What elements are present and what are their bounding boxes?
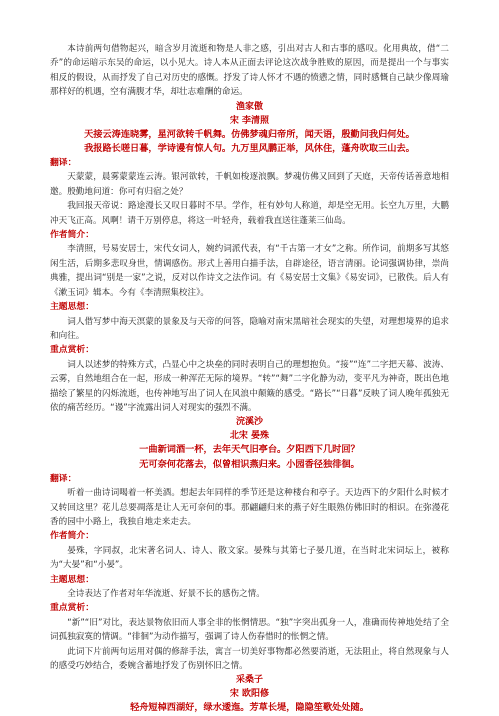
- translation-label: 翻译：: [50, 473, 77, 484]
- translation-paragraph: 听着一曲诗词喝着一杯美酒。想起去年同样的季节还是这种楼台和亭子。天边西下的夕阳什么时候才又转回这里？花儿总要凋落是让人无可奈何的事。那翩翩归来的燕子好生眼熟仿佛旧时的相识。在弥漫花香的园中小路上，我独自地走来走去。: [50, 488, 449, 527]
- poem-line: 我报路长嗟日暮，学诗谩有惊人句。九万里风鹏正举，风休住，蓬舟吹取三山去。: [84, 142, 415, 154]
- poem-line: 无可奈何花落去，似曾相识燕归来。小园香径独徘徊。: [139, 458, 360, 470]
- author-intro-paragraph: 李清照，号易安居士，宋代女词人，婉约词派代表，有“千古第一才女”之称。所作词，前期多写其悠闲生活，后期多悲叹身世，情调感伤。形式上善用白描手法，自辟途径，语言清丽。论词强调协律，崇尚典雅，提出词“别是一家”之说，反对以作诗文之法作词。有《易安居士文集》《易安词》，已散佚。后人有《漱玉词》辑本。今有《李清照集校注》。: [50, 244, 449, 298]
- poem-line: 天接云涛连晓雾，星河欲转千帆舞。仿佛梦魂归帝所，闻天语，殷勤问我归何处。: [84, 128, 415, 140]
- translation-label: 翻译：: [50, 158, 77, 169]
- poem-title: 渔家傲: [235, 101, 263, 112]
- appreciation-paragraph: 此词下片前两句运用对偶的修辞手法，寓言一切美好事物都必然要消逝，无法阻止，将自然现象与人的感受巧妙结合，委婉含蓄地抒发了伤别怀旧之情。: [50, 646, 449, 672]
- author-intro-paragraph: 晏殊，字同叔，北宋著名词人、诗人、散文家。晏殊与其第七子晏几道，在当时北宋词坛上，被称为“大晏”和“小晏”。: [50, 545, 449, 571]
- intro-paragraph: 本诗前两句借物起兴，暗含岁月流逝和物是人非之感，引出对古人和古事的感叹。化用典故，借“二乔”的命运暗示东吴的命运，以小见大。诗人本从正面去评论这次战争胜败的原因，而是提出一个与事实相反的假设，从而抒发了自己对历史的感慨。抒发了诗人怀才不遇的愤懑之情，同时感慨自己缺少像周瑜那样好的机遇，空有满腹才华，却壮志难酬的命运。: [50, 44, 449, 98]
- poem-title: 采桑子: [235, 675, 263, 686]
- poem-title: 浣溪沙: [235, 417, 263, 428]
- appreciation-paragraph: “新”“旧”对比，表达景物依旧而人事全非的怅惘情思。“独”字突出孤身一人，准确而传神地处结了全词孤独寂寞的情调。“徘徊”为动作描写，强调了诗人伤春惜时的怅惘之情。: [50, 617, 449, 643]
- author-intro-label: 作者简介：: [50, 230, 94, 241]
- poem-author: 宋 李清照: [229, 115, 270, 126]
- author-intro-label: 作者简介：: [50, 531, 94, 542]
- poem-line: 轻舟短棹西湖好，绿水逶迤。芳草长堤，隐隐笙歌处处随。: [130, 702, 369, 714]
- poem-author: 宋 欧阳修: [229, 689, 270, 700]
- appreciation-paragraph: 词人以述梦的特殊方式，凸显心中之块垒的同时表明自己的理想抱负。“接”“连”二字把天幕、波涛、云雾，自然地组合在一起，形成一种浑茫无际的境界。“转”“舞”二字化静为动，变平凡为神奇，既出色地描绘了繁星的闪烁流逝，也传神地写出了词人在风浪中颠簸的感受。“路长”“日暮”反映了词人晚年孤独无依的痛苦经历。“谩”字流露出词人对现实的强烈不满。: [50, 359, 449, 413]
- theme-paragraph: 全诗表达了作者对年华流逝、好景不长的感伤之情。: [67, 589, 265, 599]
- translation-paragraph: 我回报天帝说：路途漫长又叹日暮时不早。学作，枉有妙句人称道，却是空无用。长空九万里，大鹏冲天飞正高。风啊！请千万别停息，将这一叶轻舟，载着我直送往蓬莱三仙岛。: [50, 201, 449, 226]
- poem-line: 一曲新词酒一杯，去年天气旧亭台。夕阳西下几时回？: [139, 444, 360, 456]
- appreciation-label: 重点赏析：: [50, 345, 94, 356]
- theme-label: 主题思想：: [50, 574, 94, 585]
- theme-label: 主题思想：: [50, 302, 94, 313]
- translation-paragraph: 天蒙蒙，晨雾蒙蒙连云涛。银河欲转，千帆如梭逐浪飘。梦魂仿佛又回到了天庭，天帝传话善意地相邀。殷勤地问道：你可有归宿之处？: [50, 172, 449, 197]
- theme-paragraph: 词人借写梦中海天溟蒙的景象及与天帝的问答，隐喻对南宋黑暗社会现实的失望，对理想境界的追求和向往。: [50, 316, 449, 341]
- poem-author: 北宋 晏殊: [229, 431, 270, 442]
- appreciation-label: 重点赏析：: [50, 603, 94, 614]
